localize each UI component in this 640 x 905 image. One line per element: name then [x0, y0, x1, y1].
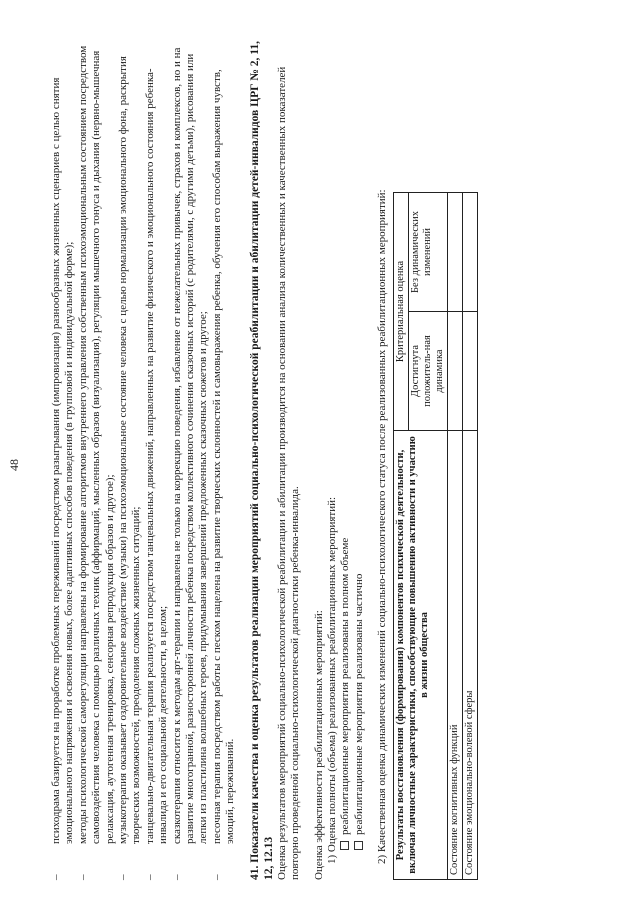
table-cell — [462, 312, 477, 431]
bullet-item — [50, 30, 77, 880]
checkbox-icon[interactable] — [340, 841, 349, 850]
dash-marker: – — [170, 874, 183, 880]
table-cell — [447, 193, 462, 312]
table-row — [462, 193, 477, 880]
table-cell — [447, 312, 462, 431]
results-header: Результаты восстановления (формирования) компонентов психической деятельности, включая личностные характеристики, способствующие повышению активности и участию в жизни общества — [393, 431, 447, 880]
intro-paragraph: Оценка результатов мероприятий социально-психологической реабилитации и абилитации производится на основании анализа количественных и качественных показателей повторно проведенной социально-психологической диагностики ребенка-инвалида. — [275, 66, 302, 880]
bullet-item — [171, 30, 211, 880]
bullet-text: методы психологической саморегуляции направлены на формирование алгоритмов внутреннего управления собственным психоэмоциональным состоянием посредством самовоздействия человека с помощью различных техник (аффирмаций, мысленных образов (визуализация), регуляции мышечного тонуса и дыхания (нервно-мышечная релаксация, аутогенная тренировка, сенсорная репродукция образов и другое); — [76, 45, 116, 844]
dash-marker: – — [76, 874, 89, 880]
dash-marker: – — [117, 874, 130, 880]
row-label: Состояние когнитивных функций — [447, 431, 462, 880]
dash-marker: – — [50, 874, 62, 880]
effectiveness-heading: Оценка эффективности реабилитационных мероприятий: — [312, 610, 325, 880]
bullet-text: психодрама базируется на проработке проблемных переживаний посредством разыгрывания (импровизация) разнообразных жизненных сценариев с целью снятия эмоционального напряжения и освоения новых, более адаптивных способов поведения (в групповой и индивидуальной форме); — [50, 77, 76, 844]
positive-dynamics-header: Достигнута положитель-ная динамика — [408, 312, 447, 431]
bullet-item — [144, 30, 171, 880]
bullet-text: музыкотерапия оказывает оздоровительное воздействие (музыки) на психоэмоциональное состояние человека с целью нормализации эмоционального фона, раскрытия творческих возможностей, преодоления сложных жизненных ситуаций; — [117, 56, 143, 844]
option-row — [339, 30, 352, 880]
row-label: Состояние эмоционально-волевой сферы — [462, 431, 477, 880]
bullet-item — [77, 30, 117, 880]
bullet-item — [117, 30, 144, 880]
bullet-item — [211, 30, 238, 880]
section-title: 41. Показатели качества и оценка результатов реализации мероприятий социально-психологической реабилитации и абилитации детей-инвалидов ЦРГ № 2, 11, 12, 12.13 — [248, 41, 275, 880]
dash-marker: – — [143, 874, 156, 880]
table-row — [447, 193, 462, 880]
checkbox-icon[interactable] — [354, 841, 363, 850]
bullet-text: танцевально-двигательная терапия реализуется посредством танцевальных движений, направленных на развитие физического и эмоционального состояния ребенка-инвалида и его социальной деятельности, в целом; — [143, 68, 170, 844]
rotated-content — [7, 30, 570, 880]
no-dynamics-header: Без динамических изменений — [408, 193, 447, 312]
dash-marker: – — [210, 874, 223, 880]
bullet-text: песочная терапия посредством работы с песком нацелена на развитие творческих склонностей и самовыражения ребенка, обучения его способам выражения чувств, эмоций, переживаний. — [210, 69, 237, 844]
table-cell — [462, 193, 477, 312]
option-label: реабилитационные мероприятия реализованы в полном объеме — [339, 537, 352, 835]
criteria-header: Критериальная оценка — [393, 193, 408, 431]
item-1: 1) Оценка полноты (объема) реализованных реабилитационных мероприятий: — [325, 496, 338, 864]
option-row — [353, 30, 366, 880]
item-2: 2) Качественная оценка динамических изменений социально-психологического статуса после реализованных реабилитационных мероприятий: — [376, 189, 389, 864]
criteria-table — [393, 192, 478, 880]
bullet-text: сказкотерапия относится к методам арт-терапии и направлена не только на коррекцию поведения, избавление от нежелательных привычек, страхов и комплексов, но и на развитие многогранной, разносторонней личности ребенка посредством коллективного сочинения сказочных историй (с родителями, с другими детьми), рисования или лепки из пластилина волшебных героев, придумывания завершений предложенных сказочных сюжетов и другое; — [170, 47, 210, 844]
page-number: 48 — [7, 459, 21, 471]
option-label: реабилитационные мероприятия реализованы частично — [352, 573, 365, 835]
